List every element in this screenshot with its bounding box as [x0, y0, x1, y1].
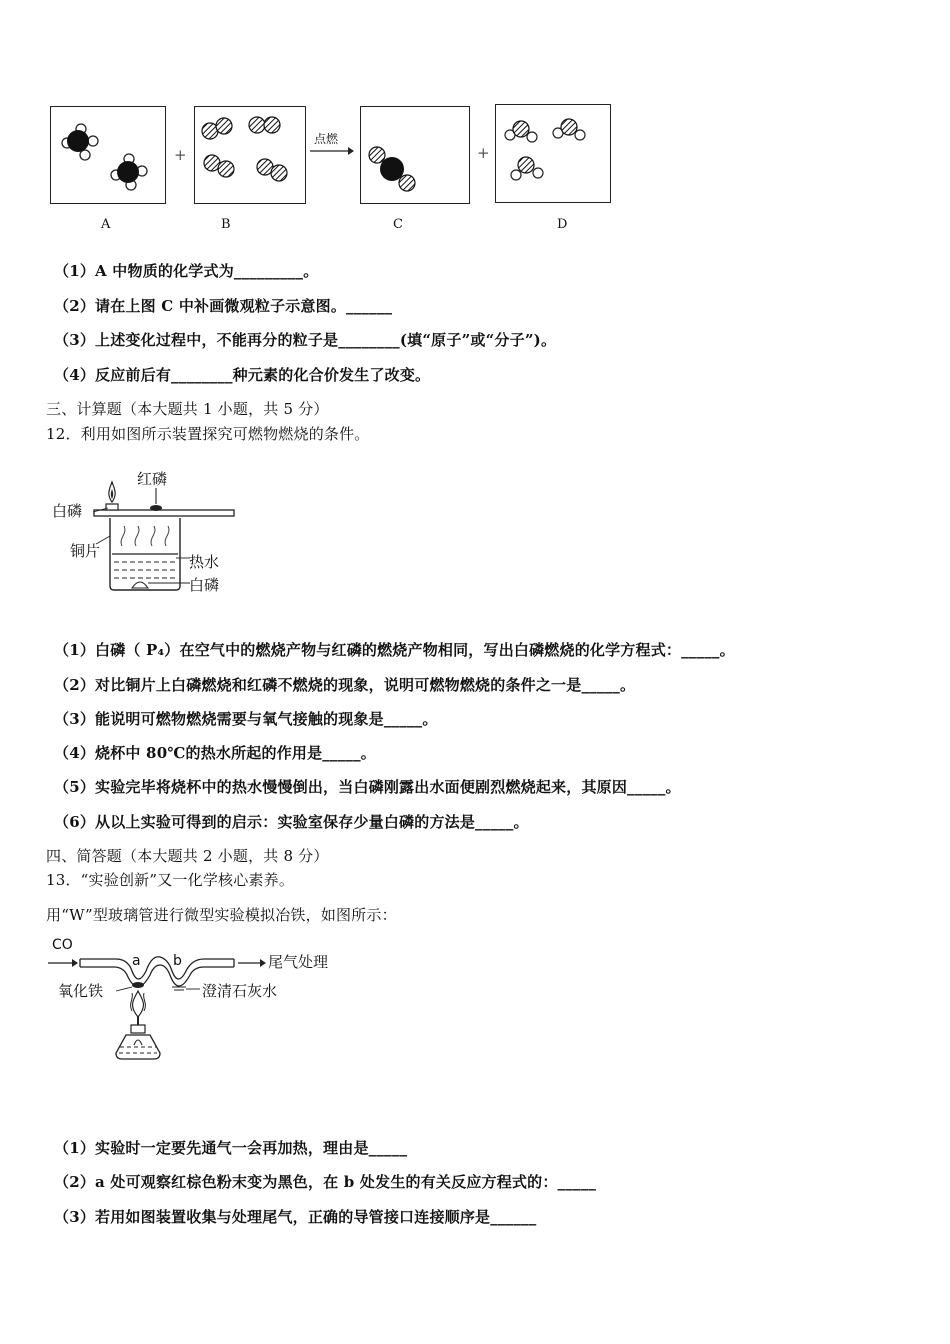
molecule-b-illustration	[195, 107, 305, 203]
white-phosphorus-top	[106, 504, 118, 510]
box-d	[495, 104, 611, 203]
reaction-condition: 点燃	[314, 132, 339, 146]
label-limewater: 澄清石灰水	[202, 982, 278, 1000]
label-red-phosphorus: 红磷	[137, 470, 168, 488]
question-12-title: 12．利用如图所示装置探究可燃物燃烧的条件。	[46, 425, 370, 443]
label-co: CO	[52, 937, 73, 953]
box-a	[50, 106, 166, 204]
molecule-a-illustration	[51, 107, 165, 203]
reaction-arrow-icon	[310, 145, 354, 157]
red-phosphorus	[150, 505, 162, 511]
copper-sheet	[94, 510, 234, 516]
white-phosphorus-bottom	[132, 582, 148, 588]
q11-part-2: （2）请在上图 C 中补画微观粒子示意图。______	[54, 297, 393, 315]
section-3-heading: 三、计算题（本大题共 1 小题，共 5 分）	[46, 400, 329, 418]
label-tail-gas: 尾气处理	[268, 953, 329, 971]
q11-part-4: （4）反应前后有________种元素的化合价发生了改变。	[54, 366, 431, 384]
label-hot-water: 热水	[189, 553, 220, 571]
label-copper-sheet: 铜片	[70, 542, 101, 560]
box-b	[194, 106, 306, 204]
q12-part-1: （1）白磷（ P₄）在空气中的燃烧产物与红磷的燃烧产物相同，写出白磷燃烧的化学方程式：_____。	[54, 641, 735, 659]
q12-part-6: （6）从以上实验可得到的启示：实验室保存少量白磷的方法是_____。	[54, 813, 529, 831]
q11-part-3: （3）上述变化过程中，不能再分的粒子是________(填“原子”或“分子”)。	[54, 331, 557, 349]
caption-a: A	[101, 217, 111, 232]
q13-part-1: （1）实验时一定要先通气一会再加热，理由是_____	[54, 1139, 408, 1157]
molecule-d-illustration	[496, 105, 610, 202]
label-a: a	[132, 953, 141, 969]
oxygen-molecule	[257, 159, 287, 181]
oxygen-molecule	[249, 117, 280, 133]
q12-part-3: （3）能说明可燃物燃烧需要与氧气接触的现象是_____。	[54, 710, 438, 728]
section-4-heading: 四、简答题（本大题共 2 小题，共 8 分）	[46, 847, 329, 865]
plus-sign: +	[174, 146, 187, 164]
question-13-title: 13．“实验创新”又一化学核心素养。	[46, 871, 295, 889]
question-13-intro: 用“W”型玻璃管进行微型实验模拟冶铁，如图所示：	[46, 906, 397, 924]
molecule-c-illustration	[361, 107, 469, 203]
q12-part-5: （5）实验完毕将烧杯中的热水慢慢倒出，当白磷刚露出水面便剧烈燃烧起来，其原因_____。	[54, 778, 681, 796]
carbon-dioxide-molecule	[369, 147, 415, 191]
beaker-apparatus-illustration	[48, 462, 288, 602]
plus-sign: +	[477, 144, 490, 162]
q13-part-2: （2）a 处可观察红棕色粉末变为黑色，在 b 处发生的有关反应方程式的：_____	[54, 1173, 597, 1191]
oxygen-molecule	[202, 118, 232, 139]
iron-oxide-powder	[132, 982, 144, 988]
caption-d: D	[557, 217, 568, 232]
label-white-phosphorus-bottom: 白磷	[189, 576, 220, 594]
q12-part-2: （2）对比铜片上白磷燃烧和红磷不燃烧的现象，说明可燃物燃烧的条件之一是_____。	[54, 676, 636, 694]
q11-part-1: （1）A 中物质的化学式为_________。	[54, 262, 319, 280]
q13-part-3: （3）若用如图装置收集与处理尾气，正确的导管接口连接顺序是______	[54, 1208, 537, 1226]
label-b: b	[173, 953, 182, 969]
q12-part-4: （4）烧杯中 80℃的热水所起的作用是_____。	[54, 744, 377, 762]
water-molecule	[511, 157, 543, 180]
caption-b: B	[221, 217, 231, 232]
water-molecule	[505, 121, 537, 142]
box-c	[360, 106, 470, 204]
label-white-phosphorus-top: 白磷	[52, 502, 83, 520]
w-tube	[80, 957, 234, 979]
oxygen-molecule	[204, 155, 234, 177]
water-molecule	[553, 119, 585, 140]
methane-molecule	[111, 154, 147, 190]
label-iron-oxide: 氧化铁	[58, 982, 104, 1000]
caption-c: C	[393, 217, 403, 232]
methane-molecule	[62, 124, 98, 160]
flame-icon	[133, 991, 144, 1017]
